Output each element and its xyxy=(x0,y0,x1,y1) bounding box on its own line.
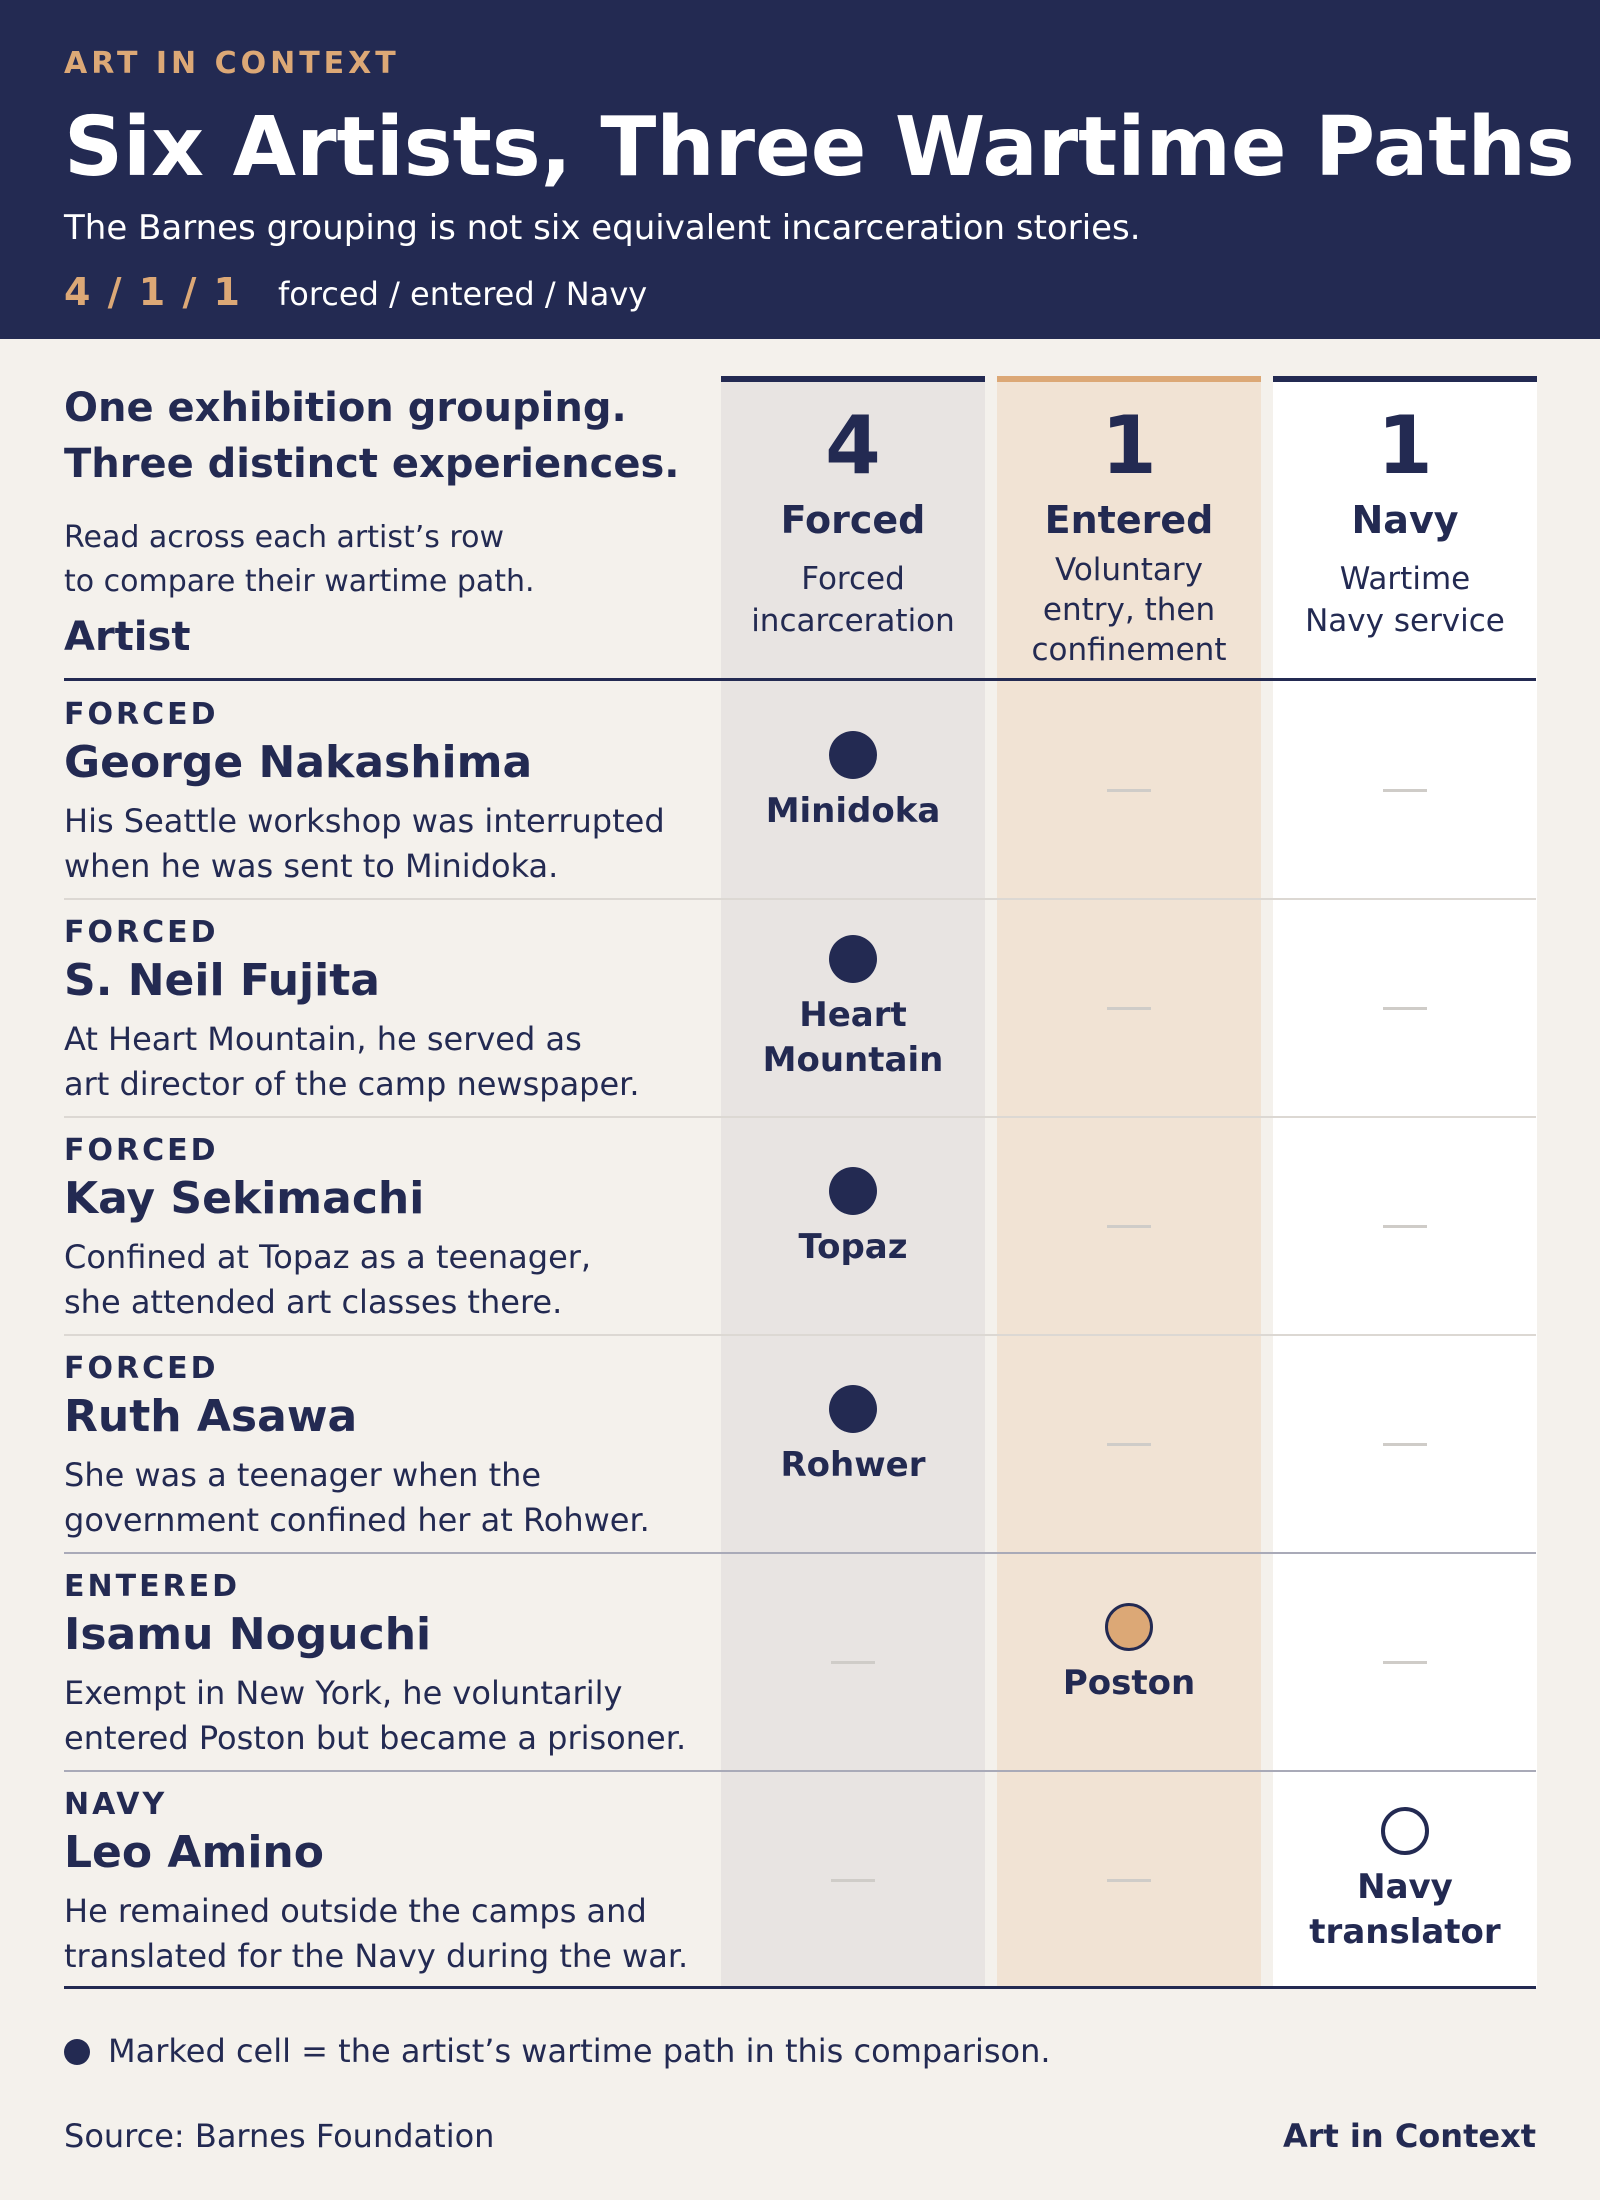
column-navy-name: Navy xyxy=(1351,498,1459,542)
column-entered-desc-line: Voluntary xyxy=(1055,552,1203,588)
artist-category: NAVY xyxy=(64,1787,168,1822)
empty-cell-dash xyxy=(1383,1225,1427,1228)
path-marker-icon xyxy=(1105,1603,1153,1651)
page-subtitle: The Barnes grouping is not six equivalent incarceration stories. xyxy=(64,208,1141,248)
camp-label-line: Navy xyxy=(1357,1867,1453,1907)
artist-row xyxy=(0,1771,1600,1989)
cell-forced xyxy=(721,1771,985,1989)
cell-entered xyxy=(997,1553,1261,1771)
empty-cell-dash xyxy=(831,1879,875,1882)
camp-label xyxy=(1273,1865,1537,1955)
column-entered-desc-line: confinement xyxy=(1031,632,1227,668)
cell-forced xyxy=(721,899,985,1117)
cell-entered xyxy=(997,1335,1261,1553)
artist-description xyxy=(64,1017,704,1107)
column-entered-description xyxy=(997,550,1261,670)
kicker: ART IN CONTEXT xyxy=(64,46,400,81)
artist-row xyxy=(0,1117,1600,1335)
column-navy-description xyxy=(1273,558,1537,642)
artist-description-line: She was a teenager when the xyxy=(64,1456,542,1494)
artist-description-line: art director of the camp newspaper. xyxy=(64,1065,640,1103)
artist-category: FORCED xyxy=(64,915,219,950)
camp-label-line: Mountain xyxy=(762,1040,944,1080)
empty-cell-dash xyxy=(1107,1443,1151,1446)
column-navy-desc-line: Navy service xyxy=(1305,603,1505,639)
intro-instruction xyxy=(64,516,535,604)
column-entered-name: Entered xyxy=(1044,498,1214,542)
empty-cell-dash xyxy=(1107,1007,1151,1010)
cell-forced xyxy=(721,1335,985,1553)
camp-label xyxy=(721,789,985,834)
column-forced-description xyxy=(721,558,985,642)
artist-name: Leo Amino xyxy=(64,1827,324,1878)
artist-description xyxy=(64,1889,704,1979)
artist-description xyxy=(64,799,704,889)
column-entered-desc-line: entry, then xyxy=(1042,592,1216,628)
path-marker-icon xyxy=(829,1167,877,1215)
path-marker-icon xyxy=(829,731,877,779)
artist-description-line: when he was sent to Minidoka. xyxy=(64,847,559,885)
intro-heading-line: Three distinct experiences. xyxy=(64,441,680,487)
cell-navy xyxy=(1273,681,1537,899)
tally-count: 4 / 1 / 1 xyxy=(64,270,242,314)
artist-row xyxy=(0,1335,1600,1553)
artist-description xyxy=(64,1453,704,1543)
artist-category: FORCED xyxy=(64,697,219,732)
table-bottom-divider xyxy=(64,1986,1536,1989)
artist-description-line: His Seattle workshop was interrupted xyxy=(64,802,665,840)
path-marker-icon xyxy=(829,1385,877,1433)
cell-entered xyxy=(997,1117,1261,1335)
camp-label-line: Minidoka xyxy=(765,791,941,831)
empty-cell-dash xyxy=(1383,1443,1427,1446)
column-forced-desc-line: incarceration xyxy=(751,603,955,639)
artist-row xyxy=(0,681,1600,899)
path-marker-icon xyxy=(1381,1807,1429,1855)
artist-description xyxy=(64,1235,704,1325)
column-navy-count: 1 xyxy=(1377,399,1433,492)
cell-navy xyxy=(1273,1335,1537,1553)
camp-label xyxy=(721,993,985,1083)
intro-heading-line: One exhibition grouping. xyxy=(64,385,627,431)
camp-label-line: Topaz xyxy=(798,1227,908,1267)
camp-label-line: Rohwer xyxy=(780,1445,926,1485)
cell-entered xyxy=(997,681,1261,899)
camp-label-line: Poston xyxy=(1062,1663,1196,1703)
camp-label xyxy=(721,1443,985,1488)
source-note: Source: Barnes Foundation xyxy=(64,2117,495,2155)
artist-description-line: translated for the Navy during the war. xyxy=(64,1937,689,1975)
legend-dot-icon xyxy=(64,2039,90,2065)
artist-row xyxy=(0,899,1600,1117)
camp-label-line: Heart xyxy=(799,995,907,1035)
camp-label-line: translator xyxy=(1309,1912,1501,1952)
cell-forced xyxy=(721,1117,985,1335)
artist-category: FORCED xyxy=(64,1133,219,1168)
empty-cell-dash xyxy=(1107,1879,1151,1882)
empty-cell-dash xyxy=(831,1661,875,1664)
artist-description-line: entered Poston but became a prisoner. xyxy=(64,1719,687,1757)
camp-label xyxy=(721,1225,985,1270)
column-navy-desc-line: Wartime xyxy=(1339,561,1471,597)
artist-column-header: Artist xyxy=(64,614,191,660)
artist-description-line: Confined at Topaz as a teenager, xyxy=(64,1238,592,1276)
artist-description-line: government confined her at Rohwer. xyxy=(64,1501,650,1539)
empty-cell-dash xyxy=(1107,789,1151,792)
cell-entered xyxy=(997,1771,1261,1989)
cell-navy xyxy=(1273,1771,1537,1989)
column-forced-count: 4 xyxy=(825,399,881,492)
brand-name: Art in Context xyxy=(1282,2117,1536,2155)
column-entered-count: 1 xyxy=(1101,399,1157,492)
column-forced-desc-line: Forced xyxy=(801,561,905,597)
cell-navy xyxy=(1273,1117,1537,1335)
artist-category: ENTERED xyxy=(64,1569,241,1604)
cell-forced xyxy=(721,1553,985,1771)
empty-cell-dash xyxy=(1383,1007,1427,1010)
artist-description-line: Exempt in New York, he voluntarily xyxy=(64,1674,623,1712)
artist-row xyxy=(0,1553,1600,1771)
artist-name: Isamu Noguchi xyxy=(64,1609,432,1660)
camp-label xyxy=(997,1661,1261,1706)
intro-instruction-line: to compare their wartime path. xyxy=(64,564,535,599)
page-title: Six Artists, Three Wartime Paths xyxy=(64,100,1575,195)
artist-name: Ruth Asawa xyxy=(64,1391,358,1442)
cell-navy xyxy=(1273,1553,1537,1771)
cell-forced xyxy=(721,681,985,899)
artist-description xyxy=(64,1671,704,1761)
cell-entered xyxy=(997,899,1261,1117)
header-banner xyxy=(0,0,1600,339)
empty-cell-dash xyxy=(1383,789,1427,792)
intro-instruction-line: Read across each artist’s row xyxy=(64,520,504,555)
artist-name: George Nakashima xyxy=(64,737,533,788)
empty-cell-dash xyxy=(1383,1661,1427,1664)
artist-description-line: she attended art classes there. xyxy=(64,1283,563,1321)
artist-description-line: He remained outside the camps and xyxy=(64,1892,647,1930)
empty-cell-dash xyxy=(1107,1225,1151,1228)
cell-navy xyxy=(1273,899,1537,1117)
path-marker-icon xyxy=(829,935,877,983)
legend xyxy=(64,2032,1051,2070)
artist-name: S. Neil Fujita xyxy=(64,955,380,1006)
artist-category: FORCED xyxy=(64,1351,219,1386)
intro-heading xyxy=(64,380,679,492)
legend-text: Marked cell = the artist’s wartime path in this comparison. xyxy=(108,2032,1051,2070)
tally-legend: forced / entered / Navy xyxy=(278,275,648,313)
artist-name: Kay Sekimachi xyxy=(64,1173,425,1224)
artist-description-line: At Heart Mountain, he served as xyxy=(64,1020,582,1058)
column-forced-name: Forced xyxy=(780,498,926,542)
